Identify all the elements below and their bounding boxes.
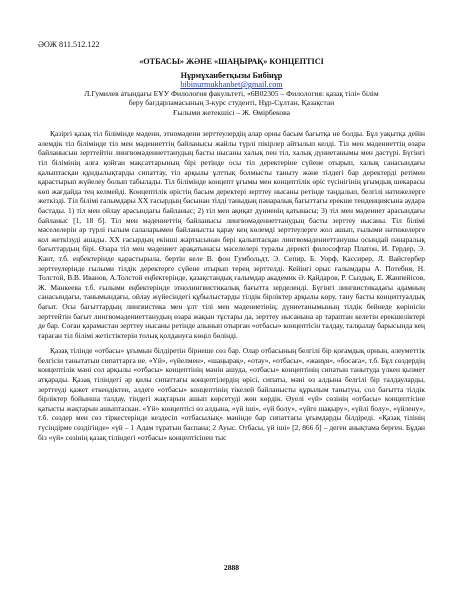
affiliation-line: Л.Гумилев атындағы ЕҰУ Филология факультеті, «6B02305 – Филология: қазақ тілі» білім <box>84 89 379 98</box>
affiliation-line: Ғылыми жетекшісі – Ж. Өмірбекова <box>173 107 290 117</box>
author-name: Нұрмұханбетқызы Бибінұр <box>180 71 283 80</box>
author-affiliation <box>38 89 425 117</box>
author-email-link[interactable]: bibinurmukhanbet@gmail.com <box>180 80 283 89</box>
body-paragraph: Қазіргі қазақ тіл білімінде мәдени, этномәдени зерттеулердің алар орны басым бағытқа не болды. Бұл уақытқа дейін әлемдік тіл білімінде тіл мен мәдениеттің байланысы жайлы түрлі пікірлер айтылып келді. Тіл мен мәдениеттің өзара байланысын зерттейтін лингвомәдениеттанудың басты нысаны халық пен тіл, халық дүниетанымы мен дәстүрі. Бүгінгі тіл білімінің алға қойған мақсаттарының бірі ретінде осы тіл деректеріне сүйене отырып, халық санасындағы қалыптасқан құндылықтарды сипаттау, тіл арқылы ұлттық болмысты таныту және тілдегі бар деректерді ретімен қарастырып жүйелеу болып табылады. Тіл білімінде концепт ұғымы мен концептілік өріс түсінігінің ұғымдық шекарасы көп жағдайда тең келмейді. Концептілік өрістің басым деректері зерттеу нысаны ретінде таңдалып, белгілі нәтижелерге жеткізді. Тіл білімі ғалымдары XX ғасырдың басынан тілді таныдың пәнаралық бағыттағы ерекше тенденциясына аудара бастады. 1) тіл мен ойлау арасындағы байланыс; 2) тіл мен ақиқат дүниенің қатынасы; 3) тіл мен мәдениет арасындағы байланыс [1, 18 б]. Тіл мен мәдениеттің байланысы лингвомәдениеттанудың басты зерттеу нысаны. Тіл білімі мәселелерін әр түрлі ғылым салаларымен байланысты қарау кең көлемді зерттеулерге жол ашып, ғылыми нәтижелерге кол жеткізуді ашады. XX ғасырдың екінші жартысынан бері қалыптасқан лингвомәдениеттанушы осындай пәнаралық бағыттардың бірі. Өзара тіл мен мәдениет арақатынасы мәселелері туралы деректі философтар Платон, И. Гердер, Э. Кант, т.б. еңбектерінде қарастырыла, бертін келе В. фон Гумбольдт, Э. Сепир, Б. Уорф, Кассирер, Л. Вайсгербер зерттеулерінде ғылыми тілдік деректерге сүйене отырып терең зерттелді. Кейінгі орыс ғалымдары А. Потебня, Н. Толстой, В.В. Иванов, А.Толстой еңбектерінде, қазақстандық ғалымдар академик Ә. Қайдаров, Р. Сыздық, Е. Жанпейісов, Ж. Манкеева т.б. ғылыми еңбектерінде этнолингвистикалық бағытта зерделенді. Бүгінгі лингвистикадағы адамның санасындағы, танымындағы, ойлау жүйесіндегі құбылыстарды тілдік бірліктер арқылы көру, тану басты концептуалдық бағыт. Осы бағыттардың лингвистика мен ұлт тілі мен мәдениетінің, дүниетанымының тілдік бейнеде көрінісін зерттейтін бағыт лингвомәдениеттанудың өзара жақын тұстары да, зерттеу нысанына әр тараптан келетін ерекшеліктері де бар. Соған қарамастан зерттеу нысаны ретінде алынып отырған «отбасы» концептісін талдау, талқылау барысында кең тараған тіл білімі жетістіктерін толық қолдануға көңіл бөлінді. <box>38 129 425 340</box>
page-number: 2888 <box>223 563 240 572</box>
body-paragraph: Қазақ тілінде «отбасы» ұғымын білдіретін бірнеше сөз бар. Олар отбасының белгілі бір қоғамдық орнын, әлеуметтік белгісін танытатын сипаттарға ие. «Үй», «үйелмен», «шаңырақ», «отау», «отбасы», «жанұя», «босаға», т.б. Бұл сөздердің концептілік мәні сол арқылы «отбасы» концептінің мәнін ашуда, «отбасы» концептінің сипатын танытуда үлкен қызмет атқарады. Қазақ тіліндегі әр қилы сипаттағы концептілердің өрісі, сипаты, мәні өз алдына белгілі бір талдауларды, зерттеуді қажет еткендіктен, әлдеге «отбасы» концептінің тікелей байланысты құрылым танытуы, сол бағытта тілдік бірліктер бойынша талдау, тіндегі жақтарын ашып көрсетуді жөн көрдік. Әуелі «үй» сөзінің «отбасы» концептісіне қатысты жақтарын ашыптаскан. «Үй» концептісі өз алдына, «үй іші», «үй болу», «үйге шақыру», «үйлі болу», «үйлену», т.б. сөздер мен сөз тіркестерінде кездесіп «отбасылық» мәнінде бар сипаттағы ұғымдарды білдіреді. «Қазақ тілінің түсіндірме сөздігінде» «үй – 1 Адам тұратын баспана; 2 Ауыс. Отбасы, үй іші» [2, 866 б] – деген анықтама берген. Бұдан біз «үй» сөзінің қазақ тіліндегі «отбасы» концептісінен тыс <box>38 346 425 442</box>
article-body <box>38 129 425 442</box>
affiliation-line: беру бағдарламасының 3-курс студенті, Нұр-Сұлтан, Қазақстан <box>128 98 335 108</box>
udc-code: ӘОЖ 811.512.122 <box>38 40 100 49</box>
article-title: «ОТБАСЫ» ЖӘНЕ «ШАҢЫРАҚ» КОНЦЕПТІСІ <box>139 57 324 66</box>
